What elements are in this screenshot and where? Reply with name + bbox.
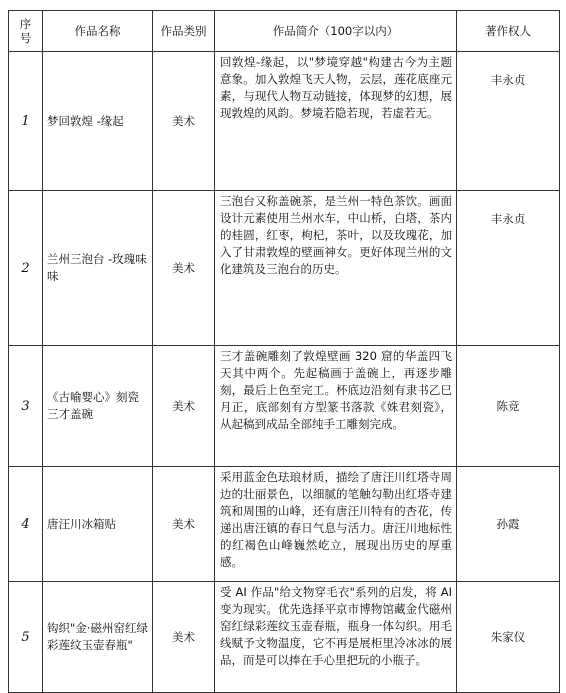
work-type: 美术: [153, 52, 215, 191]
work-name: 《古喻婴心》刻瓷三才盖碗: [43, 346, 153, 467]
row-number: 5: [9, 582, 43, 693]
table-row: [9, 467, 560, 582]
copyright-owner: 朱家仪: [457, 582, 560, 693]
row-number: 3: [9, 346, 43, 467]
row-number: 1: [9, 52, 43, 191]
header-work-name: 作品名称: [43, 11, 153, 52]
work-description: 回敦煌-缘起，以"梦境穿越"构建古今为主题意象。加入敦煌飞天人物，云层，莲花底座元素，与现代人物互动链接，体现梦的幻想，展现敦煌的风韵。梦境若隐若现，若虚若无。: [215, 52, 457, 191]
header-work-description: 作品简介（100字以内）: [215, 11, 457, 52]
work-description: 受 AI 作品"给文物穿毛衣"系列的启发，将 AI 变为现实。优先选择平京市博物馆藏金代磁州窑红绿彩莲纹玉壶春瓶，瓶身一体勾织。用毛线赋予文物温度，它不再是展柜里冷冰冰的展品，而是可以捧在手心里把玩的小瓶子。: [215, 582, 457, 693]
copyright-owner: 丰永贞: [457, 52, 560, 191]
table-row: [9, 191, 560, 346]
work-type: 美术: [153, 191, 215, 346]
work-name: 钩织"金·磁州窑红绿彩莲纹玉壶春瓶": [43, 582, 153, 693]
work-type: 美术: [153, 467, 215, 582]
work-description: 采用蓝金色珐琅材质，描绘了唐汪川红塔寺周边的壮丽景色，以细腻的笔触勾勒出红塔寺建筑和周围的山峰，还有唐汪川特有的杏花，传递出唐汪镇的春日气息与活力。唐汪川地标性的红褐色山峰巍然屹立，展现出历史的厚重感。: [215, 467, 457, 582]
header-serial-char-2: 号: [19, 31, 32, 45]
table-row: [9, 346, 560, 467]
copyright-owner: 丰永贞: [457, 191, 560, 346]
table-row: [9, 582, 560, 693]
header-serial-char-1: 序: [19, 17, 32, 31]
work-type: 美术: [153, 582, 215, 693]
work-name: 梦回敦煌 -缘起: [43, 52, 153, 191]
works-table: [8, 10, 560, 693]
work-name: 唐汪川冰箱贴: [43, 467, 153, 582]
header-work-type: 作品类别: [153, 11, 215, 52]
table-row: [9, 52, 560, 191]
header-copyright-owner: 著作权人: [457, 11, 560, 52]
copyright-owner: 陈竞: [457, 346, 560, 467]
copyright-owner: 孙霞: [457, 467, 560, 582]
work-description: 三才盖碗雕刻了敦煌壁画 320 窟的华盖四飞天其中两个。先起稿画于盖碗上，再逐步雕刻，最后上色至完工。杯底边沿刻有隶书乙巳月正，底部刻有方型篆书落款《姝君刻瓷》，从起稿到成品全部纯手工雕刻完成。: [215, 346, 457, 467]
work-name: 兰州三泡台 -玫瑰味味: [43, 191, 153, 346]
work-type: 美术: [153, 346, 215, 467]
row-number: 4: [9, 467, 43, 582]
header-serial-number: [9, 11, 43, 52]
row-number: 2: [9, 191, 43, 346]
table-header-row: [9, 11, 560, 52]
work-description: 三泡台又称盖碗茶，是兰州一特色茶饮。画面设计元素使用兰州水车，中山桥，白塔，茶内的桂圆，红枣，枸杞，茶叶，以及玫瑰花，加入了甘肃敦煌的壁画神女。更好体现兰州的文化建筑及三泡台的历史。: [215, 191, 457, 346]
